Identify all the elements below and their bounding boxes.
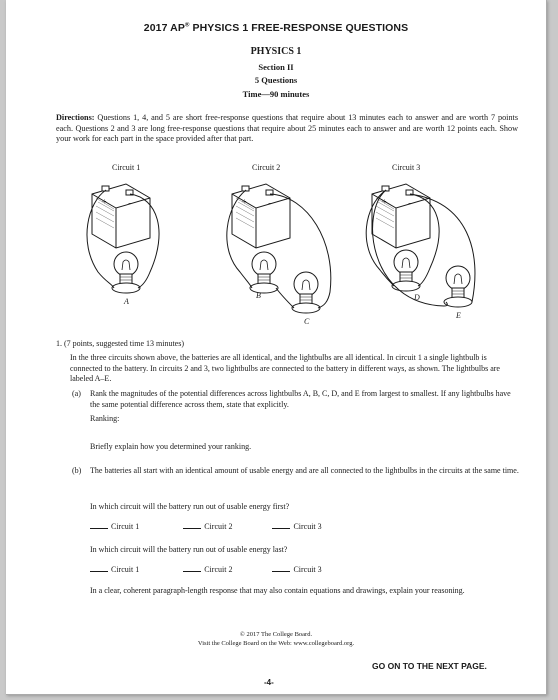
questions-count: 5 Questions (254, 75, 298, 85)
bulb-label-a: A (124, 297, 129, 306)
blank-line[interactable] (90, 528, 108, 529)
question-last-runout: In which circuit will the battery run out of usable energy last? (90, 545, 288, 554)
option-circuit-3[interactable]: Circuit 3 (293, 522, 322, 531)
circuit-diagrams: + A B C D E (68, 172, 488, 332)
college-board-visit: Visit the College Board on the Web: www.collegeboard.org. (197, 640, 355, 647)
bulb-label-c: C (304, 317, 310, 326)
option-circuit-2[interactable]: Circuit 2 (204, 565, 233, 574)
first-runout-options (90, 522, 322, 533)
bulb-label-b: B (256, 291, 261, 300)
page-number: -4- (264, 678, 274, 687)
bulb-label-e: E (456, 311, 461, 320)
blank-line[interactable] (272, 571, 290, 572)
circuit-3-diagram (366, 184, 475, 320)
header-title-prefix: 2017 AP (143, 22, 185, 34)
question-first-runout: In which circuit will the battery run out of usable energy first? (90, 502, 290, 511)
exam-name: PHYSICS 1 (250, 46, 302, 57)
bulb-label-d: D (414, 293, 420, 302)
paragraph-prompt: In a clear, coherent paragraph-length response that may also contain equations and drawings, explain your reasoning. (90, 586, 465, 595)
part-b-text: The batteries all start with an identical amount of usable energy and are all connected to the lightbulbs in the circuits at the same time. (90, 466, 519, 475)
go-on-next-page: GO ON TO THE NEXT PAGE. (372, 661, 487, 671)
part-b-label: (b) (72, 466, 82, 475)
blank-line[interactable] (90, 571, 108, 572)
registered-mark: ® (184, 22, 190, 29)
circuit-1-label: Circuit 1 (112, 163, 141, 172)
option-circuit-1[interactable]: Circuit 1 (111, 522, 140, 531)
option-circuit-3[interactable]: Circuit 3 (293, 565, 322, 574)
option-circuit-2[interactable]: Circuit 2 (204, 522, 233, 531)
ranking-label: Ranking: (90, 414, 120, 423)
question-1-intro: In the three circuits shown above, the batteries are all identical, and the lightbulbs are all identical. In circuit 1 a single lightbulb is connected to the battery. In circuits 2 and 3, two lightbulbs are connected to the battery in different ways, as shown. The lightbulbs are labeled A–E. (70, 353, 500, 383)
circuit-1-diagram (87, 184, 159, 306)
part-a-text: Rank the magnitudes of the potential differences across lightbulbs A, B, C, D, and E from largest to smallest. If any lightbulbs have the same potential difference across them, state that explicitly. (90, 389, 511, 409)
part-a-label: (a) (72, 389, 81, 398)
header-title-suffix: PHYSICS 1 FREE-RESPONSE QUESTIONS (189, 22, 409, 34)
time-limit: Time—90 minutes (242, 89, 310, 99)
copyright: © 2017 The College Board. (239, 631, 313, 638)
blank-line[interactable] (272, 528, 290, 529)
directions (56, 113, 518, 145)
option-circuit-1[interactable]: Circuit 1 (111, 565, 140, 574)
question-1-header: 1. (7 points, suggested time 13 minutes) (56, 339, 184, 348)
exam-page (6, 0, 547, 695)
page-header (6, 22, 546, 34)
circuit-2-label: Circuit 2 (252, 163, 281, 172)
directions-text: Questions 1, 4, and 5 are short free-response questions that require about 13 minutes each to answer and are worth 7 points each. Questions 2 and 3 are long free-response questions that require about 25 minutes each to answer and are worth 12 points each. Show your work for each part in the space provided after that part. (56, 113, 518, 143)
circuit-2-diagram (227, 184, 331, 326)
circuit-3-label: Circuit 3 (392, 163, 421, 172)
last-runout-options (90, 565, 322, 576)
blank-line[interactable] (183, 571, 201, 572)
blank-line[interactable] (183, 528, 201, 529)
directions-label: Directions: (56, 113, 95, 122)
explain-ranking-prompt: Briefly explain how you determined your ranking. (90, 442, 252, 451)
section-label: Section II (258, 62, 294, 72)
